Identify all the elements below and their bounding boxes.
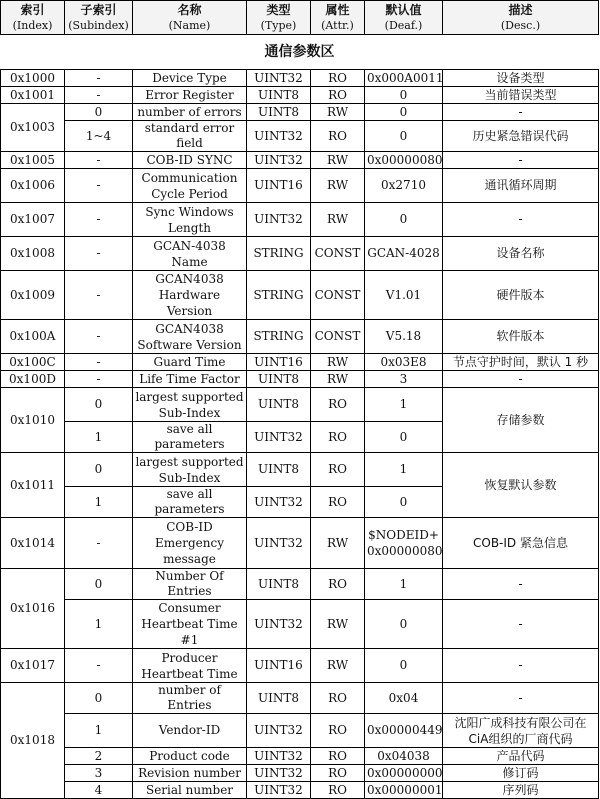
cell-type: UINT32 (247, 487, 311, 518)
cell-desc: 硬件版本 (443, 271, 599, 320)
cell-default: 0 (365, 203, 443, 237)
cell-subindex: 1~4 (65, 121, 133, 152)
cell-desc: 序列码 (443, 782, 599, 799)
cell-type: UINT32 (247, 765, 311, 782)
cell-subindex: - (65, 237, 133, 271)
cell-attr: RW (311, 518, 365, 569)
cell-type: UINT32 (247, 714, 311, 748)
cell-default: 0x03E8 (365, 354, 443, 371)
cell-default: V1.01 (365, 271, 443, 320)
cell-type: UINT8 (247, 453, 311, 487)
cell-default: 3 (365, 371, 443, 388)
cell-type: UINT32 (247, 518, 311, 569)
cell-attr: RW (311, 203, 365, 237)
table-row (1, 121, 599, 152)
cell-type: UINT32 (247, 422, 311, 453)
cell-name: Revision number (133, 765, 247, 782)
cell-desc: 沈阳广成科技有限公司在 CiA组织的厂商代码 (443, 714, 599, 748)
cell-name: Producer Heartbeat Time (133, 649, 247, 683)
cell-default: 0 (365, 600, 443, 649)
cell-desc: 软件版本 (443, 320, 599, 354)
table-row (1, 237, 599, 271)
cell-type: UINT32 (247, 70, 311, 87)
cell-default: V5.18 (365, 320, 443, 354)
cell-desc: - (443, 569, 599, 600)
cell-desc: 恢复默认参数 (443, 453, 599, 518)
col-header-name: 名称 (Name) (133, 1, 247, 35)
table-row (1, 371, 599, 388)
cell-desc: - (443, 371, 599, 388)
cell-name: Life Time Factor (133, 371, 247, 388)
cell-attr: RW (311, 600, 365, 649)
cell-subindex: - (65, 354, 133, 371)
cell-type: UINT32 (247, 600, 311, 649)
cell-default: 1 (365, 569, 443, 600)
cell-default: GCAN-4028 (365, 237, 443, 271)
cell-type: UINT8 (247, 683, 311, 714)
cell-subindex: - (65, 649, 133, 683)
cell-name: GCAN-4038 Name (133, 237, 247, 271)
cell-attr: RO (311, 765, 365, 782)
cell-desc: - (443, 152, 599, 169)
cell-name: Device Type (133, 70, 247, 87)
cell-desc: 修订码 (443, 765, 599, 782)
col-header-type: 类型 (Type) (247, 1, 311, 35)
cell-attr: CONST (311, 320, 365, 354)
cell-name: save all parameters (133, 422, 247, 453)
cell-name: Product code (133, 748, 247, 765)
cell-type: UINT16 (247, 354, 311, 371)
cell-index: 0x1011 (1, 453, 65, 518)
cell-index: 0x1008 (1, 237, 65, 271)
cell-type: UINT16 (247, 649, 311, 683)
cell-index: 0x1006 (1, 169, 65, 203)
cell-default: 0 (365, 487, 443, 518)
cell-subindex: 0 (65, 388, 133, 422)
table-row (1, 320, 599, 354)
cell-desc: 产品代码 (443, 748, 599, 765)
cell-name: Serial number (133, 782, 247, 799)
cell-attr: RO (311, 87, 365, 104)
cell-attr: RO (311, 748, 365, 765)
cell-subindex: 2 (65, 748, 133, 765)
cell-attr: RO (311, 714, 365, 748)
cell-desc: 节点守护时间，默认 1 秒 (443, 354, 599, 371)
cell-attr: RO (311, 569, 365, 600)
cell-type: UINT8 (247, 388, 311, 422)
cell-subindex: 4 (65, 782, 133, 799)
table-row (1, 354, 599, 371)
section-title: 通信参数区 (1, 35, 599, 70)
col-header-index: 索引 (Index) (1, 1, 65, 35)
cell-subindex: - (65, 169, 133, 203)
cell-subindex: - (65, 87, 133, 104)
cell-type: UINT16 (247, 169, 311, 203)
cell-subindex: - (65, 371, 133, 388)
cell-default: 0x000A0011 (365, 70, 443, 87)
cell-desc: - (443, 649, 599, 683)
cell-subindex: 0 (65, 683, 133, 714)
cell-name: Error Register (133, 87, 247, 104)
cell-name: number of errors (133, 104, 247, 121)
cell-attr: RW (311, 104, 365, 121)
cell-default: 0x00000001 (365, 782, 443, 799)
cell-desc: - (443, 600, 599, 649)
cell-type: UINT32 (247, 782, 311, 799)
cell-type: UINT32 (247, 748, 311, 765)
table-row (1, 600, 599, 649)
cell-type: UINT8 (247, 371, 311, 388)
cell-subindex: 1 (65, 422, 133, 453)
cell-attr: RO (311, 453, 365, 487)
cell-desc: 当前错误类型 (443, 87, 599, 104)
table-row (1, 271, 599, 320)
cell-desc: - (443, 203, 599, 237)
table-row (1, 683, 599, 714)
cell-attr: CONST (311, 271, 365, 320)
cell-default: 0 (365, 422, 443, 453)
header-row (1, 1, 599, 35)
cell-desc: COB-ID 紧急信息 (443, 518, 599, 569)
cell-index: 0x1009 (1, 271, 65, 320)
cell-subindex: - (65, 203, 133, 237)
cell-default: 0x00000080 (365, 152, 443, 169)
cell-desc: - (443, 104, 599, 121)
cell-index: 0x100D (1, 371, 65, 388)
cell-index: 0x1018 (1, 683, 65, 799)
cell-name: largest supported Sub-Index (133, 388, 247, 422)
cell-default: 0x00000000 (365, 765, 443, 782)
cell-index: 0x1017 (1, 649, 65, 683)
cell-name: GCAN4038 Hardware Version (133, 271, 247, 320)
cell-default: 1 (365, 388, 443, 422)
cell-name: Communication Cycle Period (133, 169, 247, 203)
cell-index: 0x1010 (1, 388, 65, 453)
cell-desc: 历史紧急错误代码 (443, 121, 599, 152)
cell-desc: 存储参数 (443, 388, 599, 453)
cell-desc: - (443, 683, 599, 714)
cell-name: number of Entries (133, 683, 247, 714)
table-row (1, 104, 599, 121)
cell-subindex: 3 (65, 765, 133, 782)
cell-index: 0x100A (1, 320, 65, 354)
cell-name: COB-ID Emergency message (133, 518, 247, 569)
cell-type: UINT32 (247, 203, 311, 237)
cell-attr: CONST (311, 237, 365, 271)
col-header-subindex: 子索引 (Subindex) (65, 1, 133, 35)
table-row (1, 70, 599, 87)
cell-subindex: 0 (65, 104, 133, 121)
cell-attr: RW (311, 354, 365, 371)
cell-attr: RO (311, 683, 365, 714)
cell-index: 0x1001 (1, 87, 65, 104)
cell-default: 0 (365, 121, 443, 152)
cell-subindex: 1 (65, 714, 133, 748)
cell-attr: RW (311, 169, 365, 203)
cell-attr: RW (311, 152, 365, 169)
cell-default: 0x04 (365, 683, 443, 714)
cell-attr: RO (311, 121, 365, 152)
cell-subindex: 1 (65, 487, 133, 518)
cell-default: 0x04038 (365, 748, 443, 765)
cell-attr: RO (311, 782, 365, 799)
cell-name: Sync Windows Length (133, 203, 247, 237)
cell-default: 0x2710 (365, 169, 443, 203)
table-row (1, 453, 599, 487)
cell-type: UINT32 (247, 152, 311, 169)
cell-index: 0x1003 (1, 104, 65, 152)
cell-subindex: - (65, 320, 133, 354)
cell-desc: 设备名称 (443, 237, 599, 271)
cell-default: 0 (365, 104, 443, 121)
cell-name: COB-ID SYNC (133, 152, 247, 169)
table-row (1, 782, 599, 799)
table-row (1, 649, 599, 683)
cell-type: UINT8 (247, 87, 311, 104)
cell-type: UINT8 (247, 569, 311, 600)
cell-name: save all parameters (133, 487, 247, 518)
table-row (1, 714, 599, 748)
cell-type: UINT32 (247, 121, 311, 152)
cell-subindex: - (65, 152, 133, 169)
cell-name: Consumer Heartbeat Time #1 (133, 600, 247, 649)
cell-desc: 设备类型 (443, 70, 599, 87)
col-header-attr: 属性 (Attr.) (311, 1, 365, 35)
cell-name: Number Of Entries (133, 569, 247, 600)
cell-attr: RO (311, 70, 365, 87)
col-header-desc: 描述 (Desc.) (443, 1, 599, 35)
cell-type: STRING (247, 320, 311, 354)
cell-desc: 通讯循环周期 (443, 169, 599, 203)
table-row (1, 388, 599, 422)
cell-name: Guard Time (133, 354, 247, 371)
cell-default: 0x00000449 (365, 714, 443, 748)
cell-type: STRING (247, 271, 311, 320)
cell-subindex: - (65, 518, 133, 569)
cell-attr: RO (311, 487, 365, 518)
table-row (1, 169, 599, 203)
cell-subindex: - (65, 271, 133, 320)
col-header-default: 默认值 (Deaf.) (365, 1, 443, 35)
table-row (1, 87, 599, 104)
cell-index: 0x1000 (1, 70, 65, 87)
table-row (1, 152, 599, 169)
cell-attr: RW (311, 649, 365, 683)
cell-default: 0 (365, 649, 443, 683)
cell-type: STRING (247, 237, 311, 271)
table-row (1, 748, 599, 765)
table-row (1, 569, 599, 600)
cell-type: UINT8 (247, 104, 311, 121)
cell-name: standard error field (133, 121, 247, 152)
cell-index: 0x1007 (1, 203, 65, 237)
cell-name: Vendor-ID (133, 714, 247, 748)
cell-subindex: 0 (65, 453, 133, 487)
cell-subindex: 1 (65, 600, 133, 649)
cell-subindex: 0 (65, 569, 133, 600)
cell-subindex: - (65, 70, 133, 87)
cell-name: largest supported Sub-Index (133, 453, 247, 487)
section-row (1, 35, 599, 70)
table-row (1, 765, 599, 782)
cell-attr: RO (311, 388, 365, 422)
table-row (1, 518, 599, 569)
cell-index: 0x1014 (1, 518, 65, 569)
cell-index: 0x1016 (1, 569, 65, 649)
cell-default: $NODEID+ 0x00000080 (365, 518, 443, 569)
cell-default: 0 (365, 87, 443, 104)
cell-index: 0x100C (1, 354, 65, 371)
cell-default: 1 (365, 453, 443, 487)
cell-attr: RW (311, 371, 365, 388)
cell-name: GCAN4038 Software Version (133, 320, 247, 354)
cell-index: 0x1005 (1, 152, 65, 169)
cell-attr: RO (311, 422, 365, 453)
table-row (1, 203, 599, 237)
